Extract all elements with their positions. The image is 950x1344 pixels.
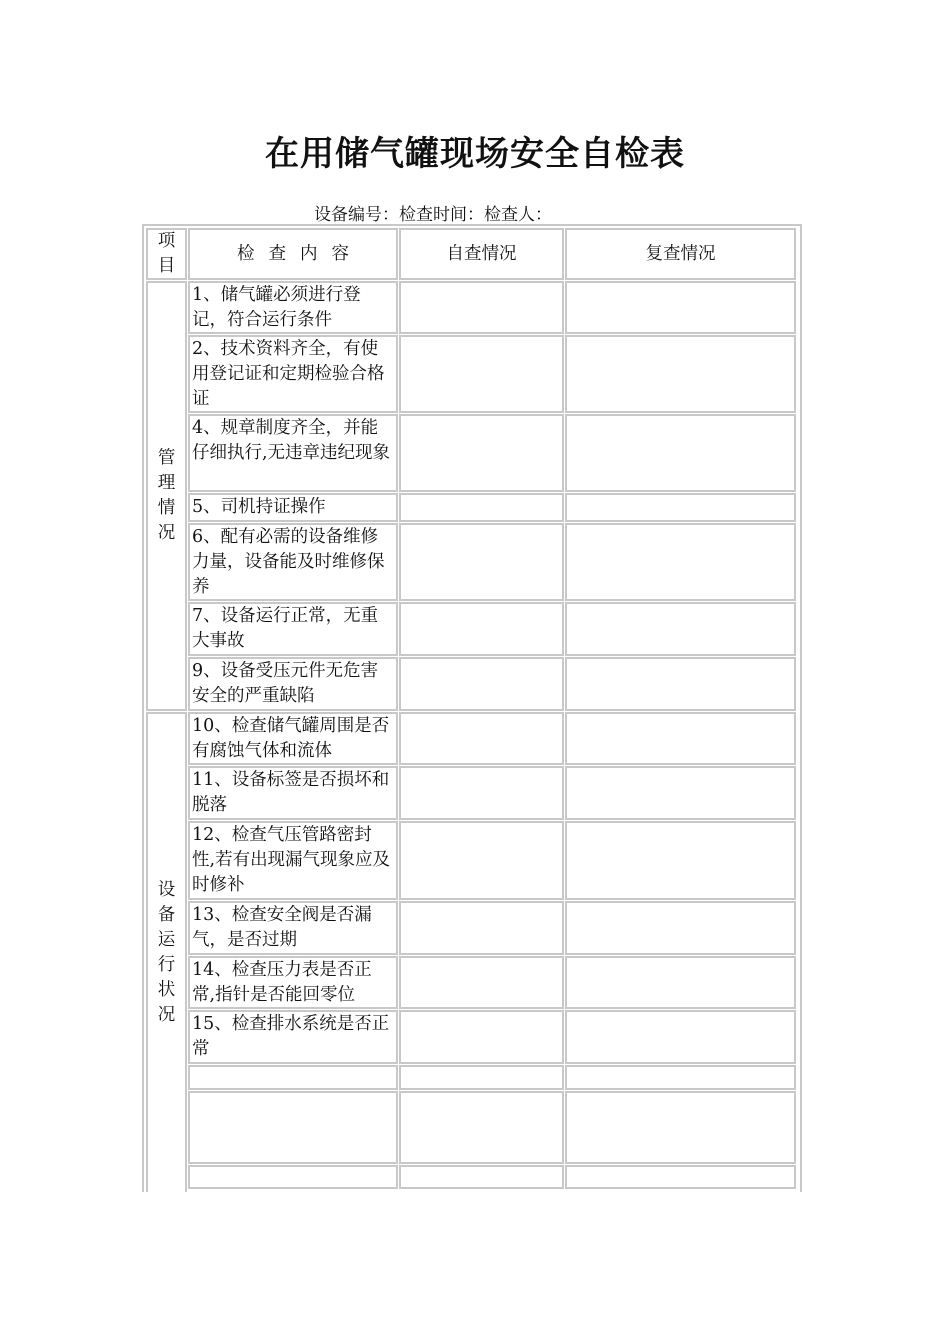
self-check-cell[interactable]	[399, 1165, 564, 1189]
page-title: 在用储气罐现场安全自检表	[265, 134, 685, 174]
table-row-content: 12、检查气压管路密封性,若有出现漏气现象应及时修补	[188, 821, 398, 900]
recheck-cell[interactable]	[565, 602, 796, 656]
recheck-cell[interactable]	[565, 1010, 796, 1064]
header-content: 检查内容	[188, 228, 398, 280]
self-check-cell[interactable]	[399, 414, 564, 492]
table-row-content: 9、设备受压元件无危害安全的严重缺陷	[188, 657, 398, 711]
table-row-content	[188, 1091, 398, 1164]
self-check-cell[interactable]	[399, 766, 564, 820]
header-self-check: 自查情况	[399, 228, 564, 280]
category-management: 管理情况	[146, 281, 187, 711]
recheck-cell[interactable]	[565, 821, 796, 900]
table-row-content: 4、规章制度齐全，并能仔细执行,无违章违纪现象	[188, 414, 398, 492]
table-row-content: 7、设备运行正常，无重大事故	[188, 602, 398, 656]
self-check-cell[interactable]	[399, 523, 564, 601]
recheck-cell[interactable]	[565, 712, 796, 765]
table-row-content: 11、设备标签是否损坏和脱落	[188, 766, 398, 820]
table-row-content: 6、配有必需的设备维修力量，设备能及时维修保养	[188, 523, 398, 601]
table-row-content: 14、检查压力表是否正常,指针是否能回零位	[188, 956, 398, 1009]
recheck-cell[interactable]	[565, 493, 796, 522]
table-row-content	[188, 1065, 398, 1090]
table-row-content	[188, 1165, 398, 1189]
self-check-cell[interactable]	[399, 1065, 564, 1090]
self-check-cell[interactable]	[399, 335, 564, 413]
self-check-cell[interactable]	[399, 821, 564, 900]
table-row-content: 5、司机持证操作	[188, 493, 398, 522]
self-check-cell[interactable]	[399, 901, 564, 955]
table-row-content: 2、技术资料齐全，有使用登记证和定期检验合格证	[188, 335, 398, 413]
self-check-cell[interactable]	[399, 493, 564, 522]
table-row-content: 1、储气罐必须进行登记，符合运行条件	[188, 281, 398, 334]
header-item: 项目	[146, 228, 187, 280]
inspection-table	[142, 224, 802, 1192]
recheck-cell[interactable]	[565, 956, 796, 1009]
form-meta-line: 设备编号：检查时间：检查人：	[314, 205, 552, 225]
category-operation-status: 设备运行状况	[146, 712, 187, 1192]
recheck-cell[interactable]	[565, 657, 796, 711]
recheck-cell[interactable]	[565, 335, 796, 413]
self-check-cell[interactable]	[399, 1010, 564, 1064]
self-check-cell[interactable]	[399, 712, 564, 765]
recheck-cell[interactable]	[565, 414, 796, 492]
recheck-cell[interactable]	[565, 766, 796, 820]
recheck-cell[interactable]	[565, 281, 796, 334]
recheck-cell[interactable]	[565, 523, 796, 601]
table-row-content: 15、检查排水系统是否正常	[188, 1010, 398, 1064]
self-check-cell[interactable]	[399, 1091, 564, 1164]
table-row-content: 13、检查安全阀是否漏气，是否过期	[188, 901, 398, 955]
self-check-cell[interactable]	[399, 956, 564, 1009]
table-row-content: 10、检查储气罐周围是否有腐蚀气体和流体	[188, 712, 398, 765]
recheck-cell[interactable]	[565, 901, 796, 955]
recheck-cell[interactable]	[565, 1065, 796, 1090]
recheck-cell[interactable]	[565, 1091, 796, 1164]
recheck-cell[interactable]	[565, 1165, 796, 1189]
self-check-cell[interactable]	[399, 281, 564, 334]
self-check-cell[interactable]	[399, 602, 564, 656]
header-recheck: 复查情况	[565, 228, 796, 280]
self-check-cell[interactable]	[399, 657, 564, 711]
